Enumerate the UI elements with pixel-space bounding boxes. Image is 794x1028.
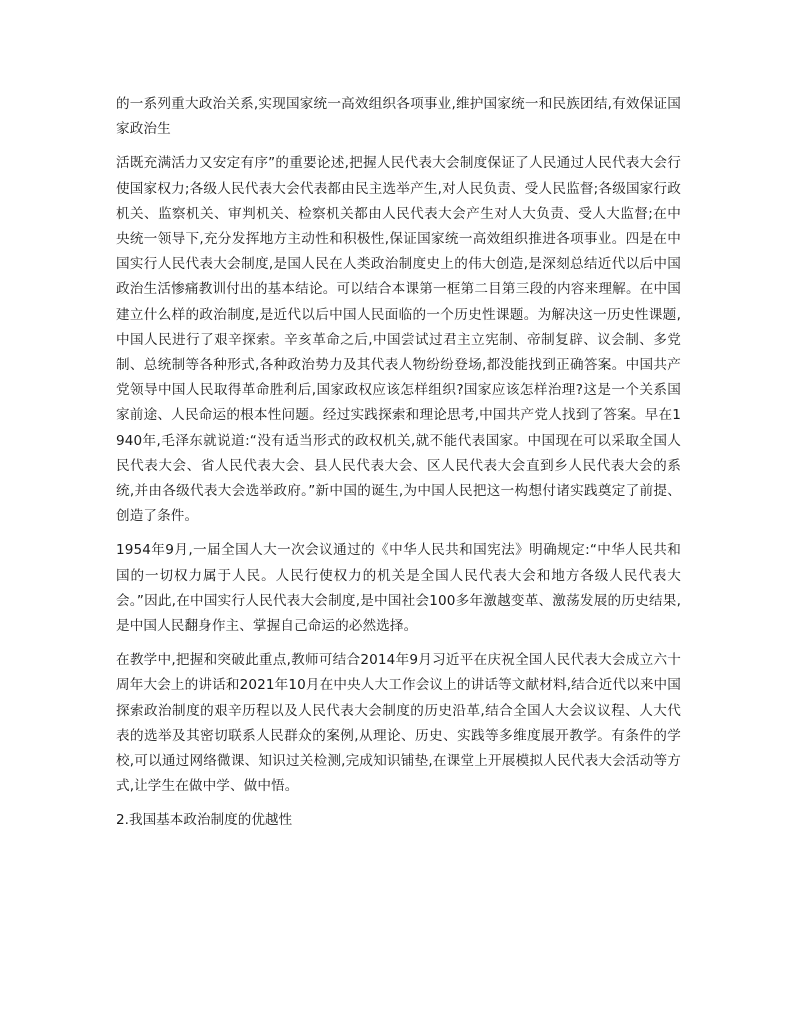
document-page bbox=[116, 92, 681, 834]
paragraph-1: 的一系列重大政治关系,实现国家统一高效组织各项事业,维护国家统一和民族团结,有效保证国家政治生 bbox=[116, 96, 681, 138]
section-heading: 2.我国基本政治制度的优越性 bbox=[116, 812, 293, 829]
paragraph-3: 1954年9月,一届全国人大一次会议通过的《中华人民共和国宪法》明确规定:“中华人民共和国的一切权力属于人民。人民行使权力的机关是全国人民代表大会和地方各级人民代表大会。”因此,在中国实行人民代表大会制度,是中国社会100多年激越变革、激荡发展的历史结果,是中国人民翻身作主、掌握自己命运的必然选择。 bbox=[116, 542, 681, 635]
paragraph-4: 在教学中,把握和突破此重点,教师可结合2014年9月习近平在庆祝全国人民代表大会成立六十周年大会上的讲话和2021年10月在中央人大工作会议上的讲话等文献材料,结合近代以来中国探索政治制度的艰辛历程以及人民代表大会制度的历史沿革,结合全国人大会议议程、人大代表的选举及其密切联系人民群众的案例,从理论、历史、实践等多维度展开教学。有条件的学校,可以通过网络微课、知识过关检测,完成知识铺垫,在课堂上开展模拟人民代表大会活动等方式,让学生在做中学、做中悟。 bbox=[116, 652, 681, 795]
paragraph-2: 活既充满活力又安定有序”的重要论述,把握人民代表大会制度保证了人民通过人民代表大会行使国家权力;各级人民代表大会代表都由民主选举产生,对人民负责、受人民监督;各级国家行政机关、监察机关、审判机关、检察机关都由人民代表大会产生对人大负责、受人大监督;在中央统一领导下,充分发挥地方主动性和积极性,保证国家统一高效组织推进各项事业。四是在中国实行人民代表大会制度,是国人民在人类政治制度史上的伟大创造,是深刻总结近代以后中国政治生活惨痛教训付出的基本结论。可以结合本课第一框第二目第三段的内容来理解。在中国建立什么样的政治制度,是近代以后中国人民面临的一个历史性课题。为解决这一历史性课题,中国人民进行了艰辛探索。辛亥革命之后,中国尝试过君主立宪制、帝制复辟、议会制、多党制、总统制等各种形式,各种政治势力及其代表人物纷纷登场,都没能找到正确答案。中国共产党领导中国人民取得革命胜利后,国家政权应该怎样组织?国家应该怎样治理?这是一个关系国家前途、人民命运的根本性问题。经过实践探索和理论思考,中国共产党人找到了答案。早在1940年,毛泽东就说道:“没有适当形式的政权机关,就不能代表国家。中国现在可以采取全国人民代表大会、省人民代表大会、县人民代表大会、区人民代表大会直到乡人民代表大会的系统,并由各级代表大会选举政府。”新中国的诞生,为中国人民把这一构想付诸实践奠定了前提、创造了条件。 bbox=[116, 155, 681, 525]
